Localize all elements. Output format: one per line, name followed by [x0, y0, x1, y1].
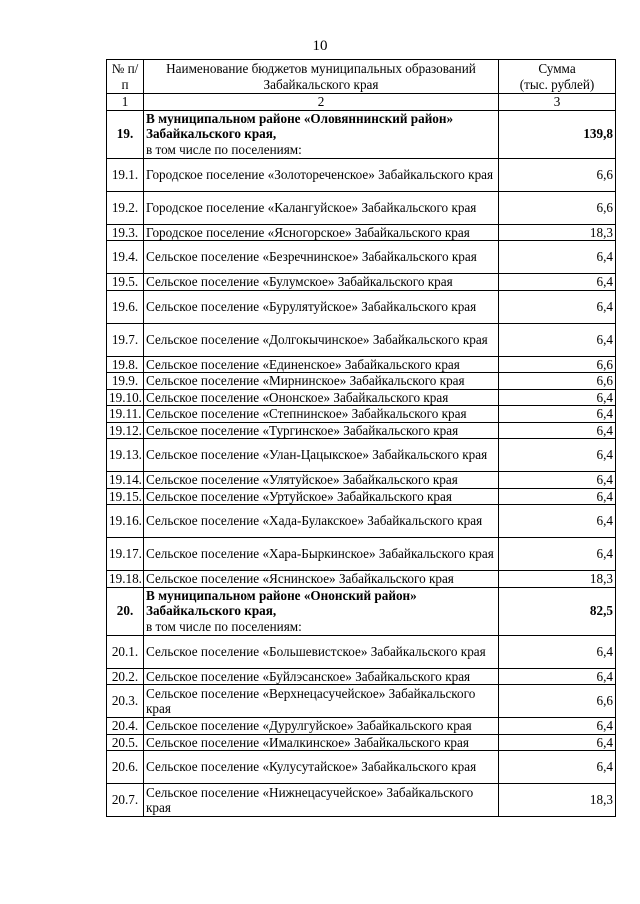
settlement-name: Сельское поселение «Большевистское» Забайкальского края	[144, 635, 499, 668]
row-sum: 6,4	[499, 274, 616, 291]
column-index-row	[107, 94, 616, 111]
table-row	[107, 158, 616, 191]
settlement-name: Сельское поселение «Улятуйское» Забайкальского края	[144, 472, 499, 489]
row-sum: 6,4	[499, 751, 616, 784]
district-row	[107, 110, 616, 158]
row-sum: 6,4	[499, 241, 616, 274]
row-number: 20.7.	[107, 784, 144, 817]
settlement-name: Сельское поселение «Бурулятуйское» Забайкальского края	[144, 290, 499, 323]
table-row	[107, 323, 616, 356]
row-number: 20.5.	[107, 734, 144, 751]
header-name-line2: Забайкальского края	[263, 76, 379, 92]
row-sum: 6,4	[499, 505, 616, 538]
table-row	[107, 422, 616, 439]
settlement-name: Сельское поселение «Ималкинское» Забайкальского края	[144, 734, 499, 751]
district-name	[144, 587, 499, 635]
row-number: 19.3.	[107, 224, 144, 241]
column-index: 1	[107, 94, 144, 111]
table-header-row	[107, 60, 616, 94]
row-sum: 6,6	[499, 373, 616, 390]
row-number: 19.14.	[107, 472, 144, 489]
row-number: 19.13.	[107, 439, 144, 472]
row-sum: 6,6	[499, 191, 616, 224]
row-sum: 6,4	[499, 734, 616, 751]
row-sum: 6,4	[499, 635, 616, 668]
row-sum: 6,4	[499, 389, 616, 406]
row-sum: 82,5	[499, 587, 616, 635]
table-row	[107, 224, 616, 241]
settlement-name: Городское поселение «Золотореченское» Забайкальского края	[144, 158, 499, 191]
row-number: 19.6.	[107, 290, 144, 323]
page-number: 10	[312, 38, 328, 54]
row-number: 20.	[107, 587, 144, 635]
settlement-name: Городское поселение «Калангуйское» Забайкальского края	[144, 191, 499, 224]
district-name	[144, 110, 499, 158]
row-number: 19.1.	[107, 158, 144, 191]
row-number: 19.17.	[107, 538, 144, 571]
header-sum	[499, 60, 616, 94]
row-number: 19.18.	[107, 571, 144, 588]
header-name-line1: Наименование бюджетов муниципальных образований	[166, 61, 476, 76]
table-row	[107, 718, 616, 735]
header-name	[144, 60, 499, 94]
settlement-name: Сельское поселение «Дурулгуйское» Забайкальского края	[144, 718, 499, 735]
row-sum: 18,3	[499, 784, 616, 817]
row-sum: 6,4	[499, 323, 616, 356]
row-sum: 6,4	[499, 488, 616, 505]
column-index: 3	[499, 94, 616, 111]
settlement-name: Сельское поселение «Уртуйское» Забайкальского края	[144, 488, 499, 505]
table-row	[107, 571, 616, 588]
settlement-name: Сельское поселение «Безречнинское» Забайкальского края	[144, 241, 499, 274]
table-row	[107, 505, 616, 538]
row-sum: 139,8	[499, 110, 616, 158]
table-row	[107, 734, 616, 751]
settlement-name: Сельское поселение «Буйлэсанское» Забайкальского края	[144, 668, 499, 685]
settlement-name: Сельское поселение «Степнинское» Забайкальского края	[144, 406, 499, 423]
header-sum-line1: Сумма	[538, 61, 576, 76]
table-row	[107, 784, 616, 817]
row-sum: 6,6	[499, 356, 616, 373]
table-row	[107, 373, 616, 390]
row-sum: 6,4	[499, 668, 616, 685]
header-num: № п/п	[107, 60, 144, 94]
district-name-line2: Забайкальского края,	[146, 603, 277, 619]
settlement-name: Сельское поселение «Мирнинское» Забайкальского края	[144, 373, 499, 390]
table-row	[107, 274, 616, 291]
district-row	[107, 587, 616, 635]
row-number: 19.11.	[107, 406, 144, 423]
row-number: 19.10.	[107, 389, 144, 406]
row-sum: 6,4	[499, 718, 616, 735]
row-number: 19.2.	[107, 191, 144, 224]
row-sum: 6,6	[499, 158, 616, 191]
settlement-name: Сельское поселение «Хара-Быркинское» Забайкальского края	[144, 538, 499, 571]
table-row	[107, 668, 616, 685]
row-number: 20.4.	[107, 718, 144, 735]
settlement-name: Сельское поселение «Кулусутайское» Забайкальского края	[144, 751, 499, 784]
settlement-name: Сельское поселение «Хада-Булакское» Забайкальского края	[144, 505, 499, 538]
row-number: 19.15.	[107, 488, 144, 505]
budget-table	[106, 59, 616, 817]
table-row	[107, 538, 616, 571]
settlement-name: Сельское поселение «Улан-Цацыкское» Забайкальского края	[144, 439, 499, 472]
district-name-line1: В муниципальном районе «Оловяннинский район»	[146, 110, 454, 126]
row-number: 20.6.	[107, 751, 144, 784]
settlement-name: Сельское поселение «Долгокычинское» Забайкальского края	[144, 323, 499, 356]
row-number: 20.1.	[107, 635, 144, 668]
district-name-line2: Забайкальского края,	[146, 126, 277, 142]
settlement-name: Сельское поселение «Яснинское» Забайкальского края	[144, 571, 499, 588]
row-sum: 6,4	[499, 406, 616, 423]
settlement-name: Сельское поселение «Булумское» Забайкальского края	[144, 274, 499, 291]
row-number: 20.3.	[107, 685, 144, 718]
table-row	[107, 290, 616, 323]
row-sum: 18,3	[499, 224, 616, 241]
row-sum: 6,4	[499, 472, 616, 489]
table-row	[107, 488, 616, 505]
table-row	[107, 191, 616, 224]
table-row	[107, 472, 616, 489]
row-number: 19.4.	[107, 241, 144, 274]
column-index: 2	[144, 94, 499, 111]
row-number: 20.2.	[107, 668, 144, 685]
row-number: 19.7.	[107, 323, 144, 356]
table-row	[107, 635, 616, 668]
settlement-name: Сельское поселение «Верхнецасучейское» Забайкальского края	[144, 685, 499, 718]
settlement-name: Сельское поселение «Тургинское» Забайкальского края	[144, 422, 499, 439]
district-subtitle: в том числе по поселениям:	[146, 141, 302, 157]
settlement-name: Городское поселение «Ясногорское» Забайкальского края	[144, 224, 499, 241]
row-number: 19.5.	[107, 274, 144, 291]
row-sum: 6,4	[499, 439, 616, 472]
header-sum-line2: (тыс. рублей)	[519, 76, 595, 92]
table-row	[107, 685, 616, 718]
table-row	[107, 751, 616, 784]
row-sum: 6,4	[499, 290, 616, 323]
row-sum: 18,3	[499, 571, 616, 588]
row-number: 19.	[107, 110, 144, 158]
settlement-name: Сельское поселение «Нижнецасучейское» Забайкальского края	[144, 784, 499, 817]
table-row	[107, 356, 616, 373]
row-number: 19.16.	[107, 505, 144, 538]
table-row	[107, 241, 616, 274]
row-number: 19.8.	[107, 356, 144, 373]
settlement-name: Сельское поселение «Единенское» Забайкальского края	[144, 356, 499, 373]
district-name-line1: В муниципальном районе «Ононский район»	[146, 587, 417, 603]
row-number: 19.9.	[107, 373, 144, 390]
table-row	[107, 439, 616, 472]
row-sum: 6,4	[499, 538, 616, 571]
row-sum: 6,4	[499, 422, 616, 439]
settlement-name: Сельское поселение «Ононское» Забайкальского края	[144, 389, 499, 406]
district-subtitle: в том числе по поселениям:	[146, 618, 302, 634]
table-row	[107, 389, 616, 406]
row-number: 19.12.	[107, 422, 144, 439]
row-sum: 6,6	[499, 685, 616, 718]
table-row	[107, 406, 616, 423]
